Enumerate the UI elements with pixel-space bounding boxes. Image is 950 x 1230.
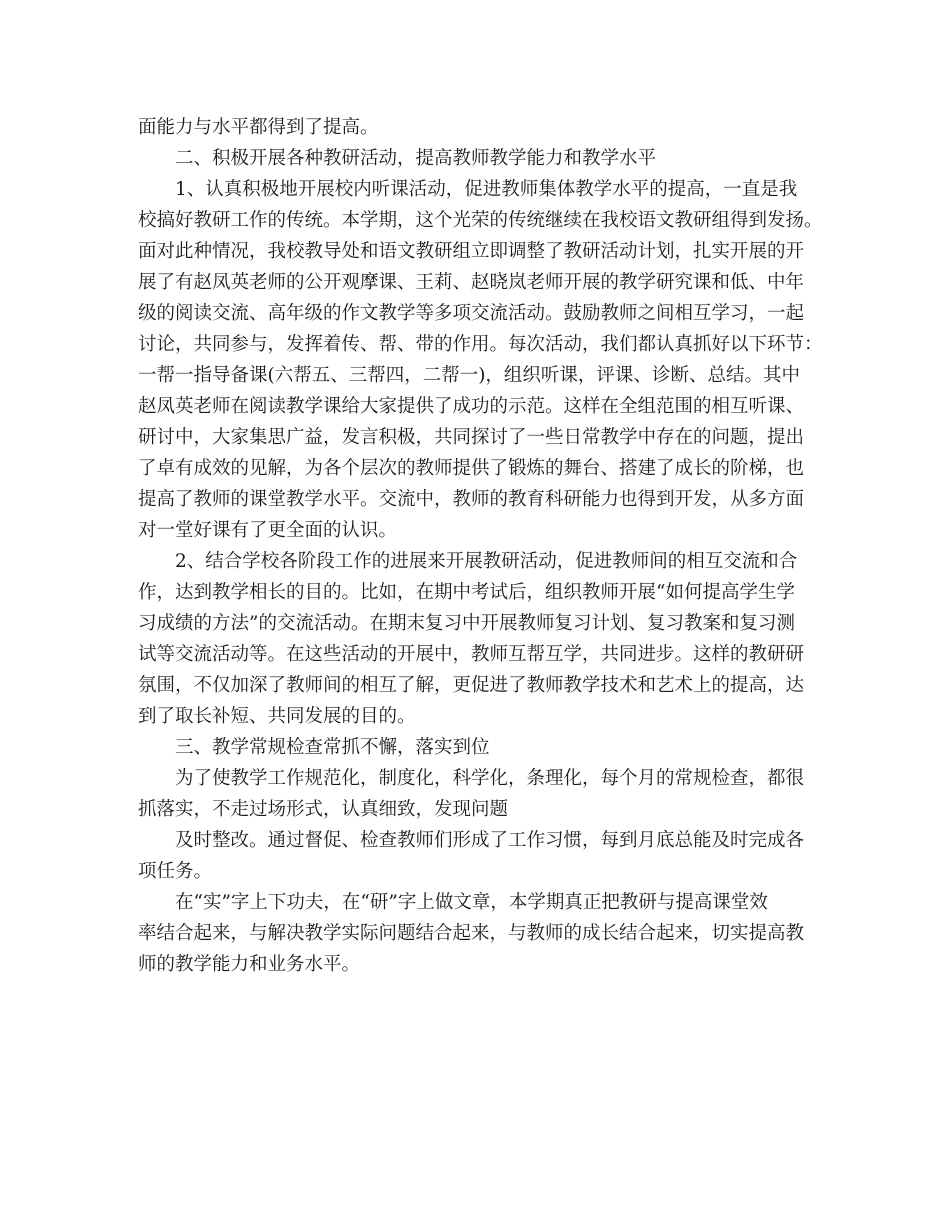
document-line: 讨论，共同参与，发挥着传、帮、带的作用。每次活动，我们都认真抓好以下环节：	[138, 334, 823, 355]
document-line: 率结合起来，与解决教学实际问题结合起来，与教师的成长结合起来，切实提高教	[138, 923, 805, 944]
document-line: 研讨中，大家集思广益，发言积极，共同探讨了一些日常教学中存在的问题，提出	[138, 427, 805, 448]
document-line: 提高了教师的课堂教学水平。交流中，教师的教育科研能力也得到开发，从多方面	[138, 489, 805, 510]
document-line: 师的教学能力和业务水平。	[138, 954, 361, 975]
document-line: 面对此种情况，我校教导处和语文教研组立即调整了教研活动计划，扎实开展的开	[138, 241, 805, 262]
document-line: 一帮一指导备课(六帮五、三帮四，二帮一)，组织听课，评课、诊断、总结。其中	[138, 365, 800, 386]
document-line: 及时整改。通过督促、检查教师们形成了工作习惯，每到月底总能及时完成各	[175, 830, 805, 851]
document-line: 为了使教学工作规范化，制度化，科学化，条理化，每个月的常规检查，都很	[175, 768, 805, 789]
document-line: 赵凤英老师在阅读教学课给大家提供了成功的示范。这样在全组范围的相互听课、	[138, 396, 805, 417]
document-line: 氛围，不仅加深了教师间的相互了解，更促进了教师教学技术和艺术上的提高，达	[138, 675, 805, 696]
document-line: 1、认真积极地开展校内听课活动，促进教师集体教学水平的提高，一直是我	[175, 179, 798, 200]
document-line: 作，达到教学相长的目的。比如，在期中考试后，组织教师开展“如何提高学生学	[138, 582, 795, 603]
document-line: 项任务。	[138, 861, 213, 882]
document-line: 展了有赵凤英老师的公开观摩课、王莉、赵晓岚老师开展的教学研究课和低、中年	[138, 272, 805, 293]
document-line: 了卓有成效的见解，为各个层次的教师提供了锻炼的舞台、搭建了成长的阶梯，也	[138, 458, 805, 479]
document-line: 习成绩的方法”的交流活动。在期末复习中开展教师复习计划、复习教案和复习测	[138, 613, 795, 634]
document-line: 2、结合学校各阶段工作的进展来开展教研活动，促进教师间的相互交流和合	[175, 551, 798, 572]
document-line: 级的阅读交流、高年级的作文教学等多项交流活动。鼓励教师之间相互学习，一起	[138, 303, 805, 324]
document-line: 在“实”字上下功夫，在“研”字上做文章，本学期真正把教研与提高课堂效	[175, 892, 768, 913]
document-line: 试等交流活动等。在这些活动的开展中，教师互帮互学，共同进步。这样的教研研	[138, 644, 805, 665]
document-line: 三、教学常规检查常抓不懈，落实到位	[175, 737, 490, 758]
document-line: 校搞好教研工作的传统。本学期，这个光荣的传统继续在我校语文教研组得到发扬。	[138, 210, 823, 231]
document-line: 抓落实，不走过场形式，认真细致，发现问题	[138, 799, 509, 820]
document-line: 二、积极开展各种教研活动，提高教师教学能力和教学水平	[175, 148, 657, 169]
document-line: 对一堂好课有了更全面的认识。	[138, 520, 398, 541]
document-line: 到了取长补短、共同发展的目的。	[138, 706, 416, 727]
document-body	[138, 112, 823, 980]
document-line: 面能力与水平都得到了提高。	[138, 117, 379, 138]
